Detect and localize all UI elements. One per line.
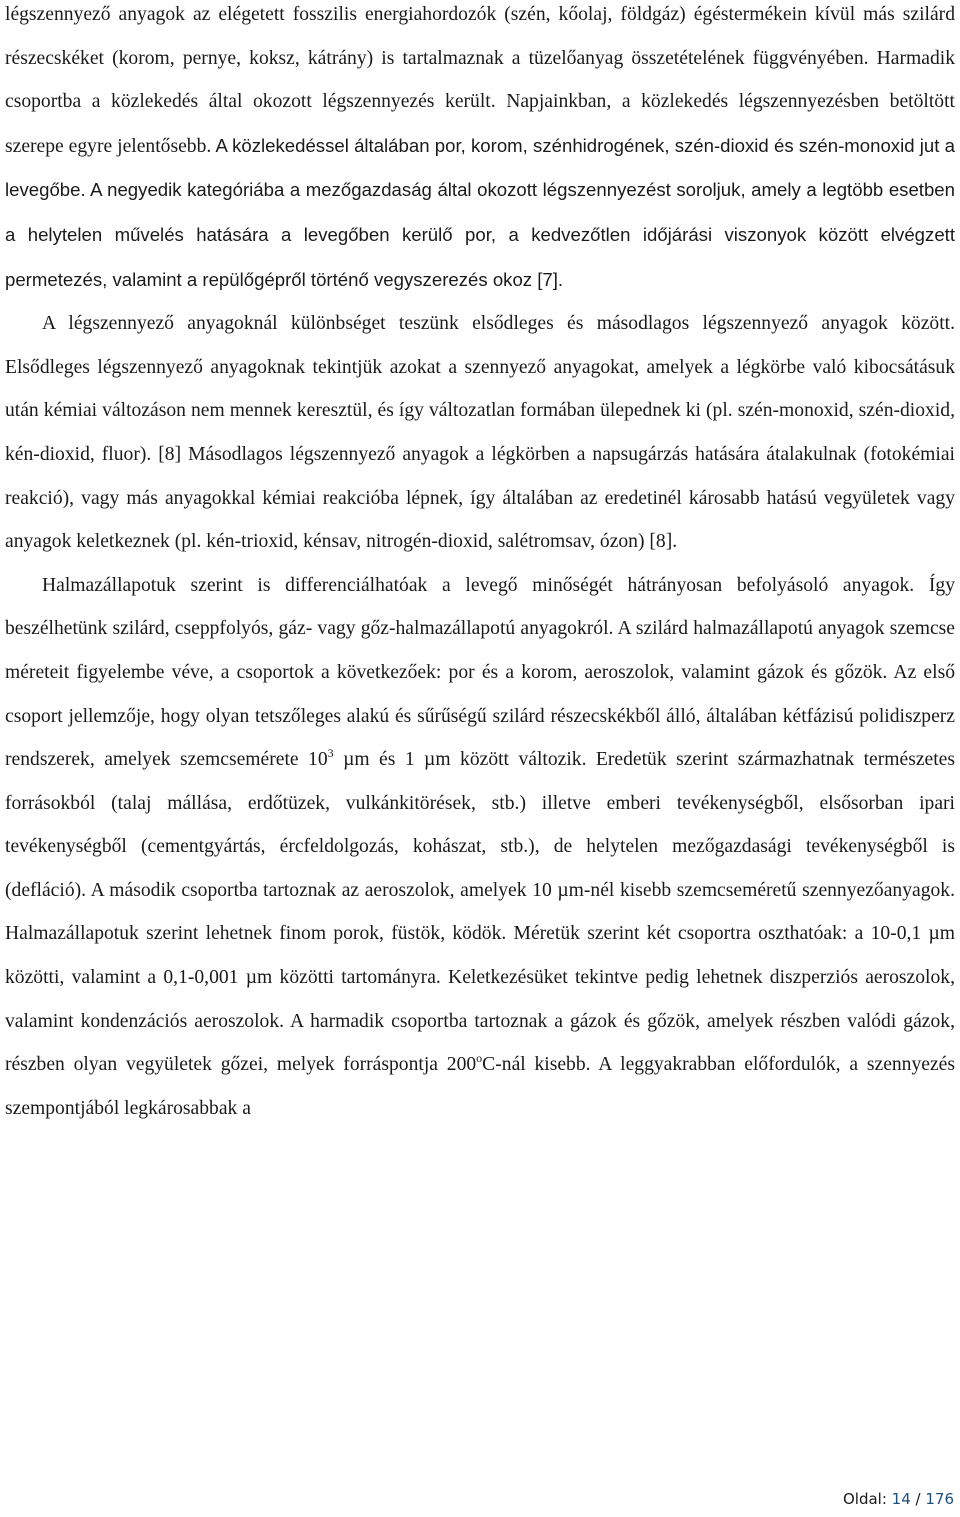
page-footer — [843, 1490, 954, 1508]
paragraph-1 — [5, 0, 955, 302]
body-text — [5, 0, 955, 1130]
page-label: Oldal: — [842, 1490, 892, 1508]
paragraph-3 — [5, 564, 955, 1131]
current-page-number: 14 — [891, 1490, 911, 1508]
paragraph-2 — [5, 302, 955, 564]
paragraph-1-serif-text: légszennyező anyagok az elégetett fosszilis energiahordozók (szén, kőolaj, földgáz) égéstermékein kívül más szilárd részecskéket (korom, pernye, koksz, kátrány) is tartalmaznak a tüzelőanyag összetételének függvényében. Harmadik csoportba a közlekedés által okozott légszennyezés került. Napjainkban, a közlekedés légszennyezésben betöltött szerepe egyre jelentősebb. — [5, 4, 955, 157]
paragraph-1-sans-text: A közlekedéssel általában por, korom, szénhidrogének, szén-dioxid és szén-monoxid jut a levegőbe. A negyedik kategóriába a mezőgazdaság által okozott légszennyezést soroljuk, amely a legtöbb esetben a helytelen művelés hatására a levegőben kerülő por, a kedvezőtlen időjárási viszonyok között elvégzett permetezés, valamint a repülőgépről történő vegyszerezés okoz [7]. — [5, 134, 955, 290]
superscript-exponent: 3 — [327, 746, 334, 761]
paragraph-2-text: A légszennyező anyagoknál különbséget teszünk elsődleges és másodlagos légszennyező anyagok között. Elsődleges légszennyező anyagoknak tekintjük azokat a szennyező anyagokat, amelyek a légkörbe való kibocsátásuk után kémiai változáson nem mennek keresztül, és így változatlan formában ülepednek ki (pl. szén-monoxid, szén-dioxid, kén-dioxid, fluor). [8] Másodlagos légszennyező anyagok a légkörben a napsugárzás hatására átalakulnak (fotokémiai reakció), vagy más anyagokkal kémiai reakcióba lépnek, így általában az eredetinél károsabb hatású vegyületek vagy anyagok keletkeznek (pl. kén-trioxid, kénsav, nitrogén-dioxid, salétromsav, ózon) [8]. — [5, 313, 955, 553]
paragraph-3-text-c: C-nál kisebb. A leggyakrabban előfordulók, a szennyezés szempontjából legkárosabbak a — [5, 1054, 955, 1119]
paragraph-3-text-b: µm és 1 µm között változik. Eredetük szerint származhatnak természetes forrásokból (talaj mállása, erdőtüzek, vulkánkitörések, stb.) illetve emberi tevékenységből, elsősorban ipari tevékenységből (cementgyártás, ércfeldolgozás, kohászat, stb.), de helytelen mezőgazdasági tevékenységből is (defláció). A második csoportba tartoznak az aeroszolok, amelyek 10 µm-nél kisebb szemcseméretű szennyezőanyagok. Halmazállapotuk szerint lehetnek finom porok, füstök, ködök. Méretük szerint két csoportra oszthatóak: a 10-0,1 µm közötti, valamint a 0,1-0,001 µm közötti tartományra. Keletkezésüket tekintve pedig lehetnek diszperziós aeroszolok, valamint kondenzációs aeroszolok. A harmadik csoportba tartoznak a gázok és gőzök, amelyek részben valódi gázok, részben olyan vegyületek gőzei, melyek forráspontja 200 — [5, 749, 955, 1076]
superscript-degree: o — [476, 1051, 483, 1066]
total-page-count: 176 — [925, 1490, 954, 1508]
paragraph-3-text-a: Halmazállapotuk szerint is differenciálhatóak a levegő minőségét hátrányosan befolyásoló anyagok. Így beszélhetünk szilárd, cseppfolyós, gáz- vagy gőz-halmazállapotú anyagokról. A szilárd halmazállapotú anyagok szemcse méreteit figyelembe véve, a csoportok a következőek: por és a korom, aeroszolok, valamint gázok és gőzök. Az első csoport jellemzője, hogy olyan tetszőleges alakú és sűrűségű szilárd részecskékből álló, általában kétfázisú polidiszperz rendszerek, amelyek szemcsemérete 10 — [5, 574, 955, 771]
page-separator: / — [910, 1490, 926, 1508]
